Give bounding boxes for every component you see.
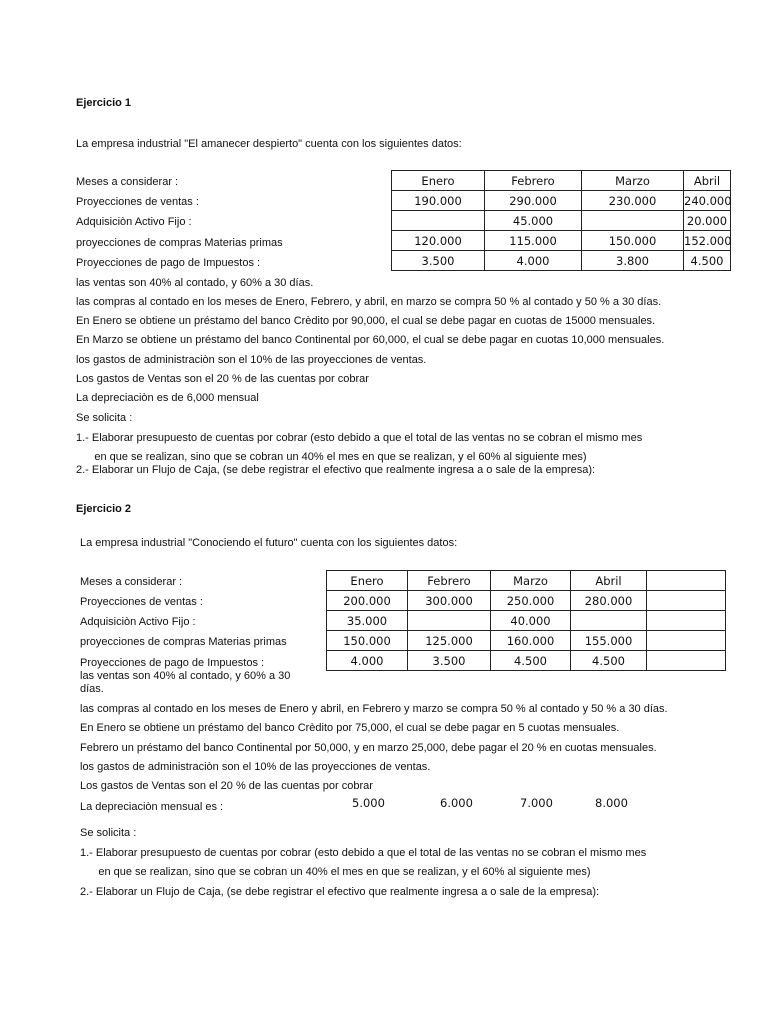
- ex2-heading: Ejercicio 2: [76, 503, 132, 515]
- table-row: [392, 191, 731, 211]
- ex2-text-line: En Enero se obtiene un préstamo del banco Crèdito por 75,000, el cual se debe pagar en 5 cuotas mensuales.: [80, 722, 620, 734]
- table-header-row: [392, 171, 731, 191]
- table-cell: 150.000: [582, 231, 684, 251]
- table-cell: 155.000: [571, 631, 647, 651]
- ex1-text-line: 2.- Elaborar un Flujo de Caja, (se debe registrar el efectivo que realmente ingresa a o sale de la empresa):: [76, 464, 596, 476]
- table-cell: 3.800: [582, 251, 684, 271]
- ex1-data-table: [391, 170, 731, 271]
- table-cell: 3.500: [408, 651, 491, 671]
- table-cell: 190.000: [392, 191, 485, 211]
- table-row: [392, 211, 731, 231]
- table-cell: 20.000: [684, 211, 731, 231]
- ex1-text-line: La depreciaciòn es de 6,000 mensual: [76, 392, 259, 404]
- ex1-label: Proyecciones de pago de Impuestos :: [76, 257, 261, 269]
- table-row: [327, 651, 726, 671]
- ex2-label: Proyecciones de pago de Impuestos :: [80, 657, 265, 669]
- table-cell: [647, 631, 726, 651]
- table-cell: 115.000: [485, 231, 582, 251]
- table-cell: 230.000: [582, 191, 684, 211]
- ex2-text-line: las ventas son 40% al contado, y 60% a 30: [80, 670, 291, 682]
- table-cell: 35.000: [327, 611, 408, 631]
- table-cell: 3.500: [392, 251, 485, 271]
- ex1-text-line: los gastos de administraciòn son el 10% de las proyecciones de ventas.: [76, 354, 427, 366]
- depreciation-value: 5.000: [352, 796, 385, 810]
- ex1-heading: Ejercicio 1: [76, 97, 132, 109]
- ex1-text-line: En Marzo se obtiene un préstamo del banco Continental por 60,000, el cual se debe pagar en cuotas 10,000 mensuales.: [76, 334, 665, 346]
- table-cell: 4.500: [571, 651, 647, 671]
- ex2-label: Meses a considerar :: [80, 576, 183, 588]
- table-cell: 4.500: [491, 651, 571, 671]
- depreciation-value: 7.000: [520, 796, 553, 810]
- ex1-text-line: Se solicita :: [76, 412, 133, 424]
- table-cell: 4.500: [684, 251, 731, 271]
- table-cell: [647, 591, 726, 611]
- table-cell: 125.000: [408, 631, 491, 651]
- month-header: Enero: [392, 171, 485, 191]
- month-header: Marzo: [491, 571, 571, 591]
- ex1-label: Meses a considerar :: [76, 176, 179, 188]
- month-header: [647, 571, 726, 591]
- ex2-text-line: 1.- Elaborar presupuesto de cuentas por cobrar (esto debido a que el total de las ventas no se cobran el mismo mes: [80, 847, 647, 859]
- table-cell: [408, 611, 491, 631]
- table-row: [327, 631, 726, 651]
- table-cell: 150.000: [327, 631, 408, 651]
- depreciation-value: 8.000: [595, 796, 628, 810]
- ex1-text-line: 1.- Elaborar presupuesto de cuentas por cobrar (esto debido a que el total de las ventas no se cobran el mismo mes: [76, 432, 643, 444]
- month-header: Marzo: [582, 171, 684, 191]
- table-cell: [571, 611, 647, 631]
- month-header: Enero: [327, 571, 408, 591]
- month-header: Abril: [571, 571, 647, 591]
- table-cell: [647, 611, 726, 631]
- month-header: Febrero: [485, 171, 582, 191]
- table-cell: 280.000: [571, 591, 647, 611]
- ex2-intro: La empresa industrial "Conociendo el futuro" cuenta con los siguientes datos:: [80, 537, 458, 549]
- ex1-text-line: las ventas son 40% al contado, y 60% a 30 días.: [76, 277, 314, 289]
- ex2-text-line: Los gastos de Ventas son el 20 % de las cuentas por cobrar: [80, 780, 373, 792]
- table-header-row: [327, 571, 726, 591]
- ex1-text-line: En Enero se obtiene un préstamo del banco Crèdito por 90,000, el cual se debe pagar en cuotas de 15000 mensuales.: [76, 315, 656, 327]
- table-cell: 300.000: [408, 591, 491, 611]
- ex1-text-line: las compras al contado en los meses de Enero, Febrero, y abril, en marzo se compra 50 % al contado y 50 % a 30 días.: [76, 296, 662, 308]
- table-cell: [647, 651, 726, 671]
- ex1-text-line: en que se realizan, sino que se cobran un 40% el mes en que se realizan, y el 60% al siguiente mes): [76, 451, 587, 463]
- ex2-text-line: los gastos de administraciòn son el 10% de las proyecciones de ventas.: [80, 761, 431, 773]
- ex2-text-line: días.: [80, 683, 104, 695]
- ex1-label: proyecciones de compras Materias primas: [76, 237, 283, 249]
- table-row: [392, 231, 731, 251]
- table-row: [392, 251, 731, 271]
- month-header: Abril: [684, 171, 731, 191]
- table-cell: 290.000: [485, 191, 582, 211]
- ex2-label: Adquisiciòn Activo Fijo :: [80, 616, 196, 628]
- ex2-text-line: Se solicita :: [80, 827, 137, 839]
- table-cell: 40.000: [491, 611, 571, 631]
- ex2-label: proyecciones de compras Materias primas: [80, 636, 287, 648]
- table-cell: 152.000: [684, 231, 731, 251]
- table-row: [327, 591, 726, 611]
- ex1-label: Proyecciones de ventas :: [76, 196, 199, 208]
- table-cell: 45.000: [485, 211, 582, 231]
- table-cell: 200.000: [327, 591, 408, 611]
- ex2-text-line: Febrero un préstamo del banco Continental por 50,000, y en marzo 25,000, debe pagar el 20 % en cuotas mensuales.: [80, 742, 657, 754]
- ex2-data-table: [326, 570, 726, 671]
- depreciation-value: 6.000: [440, 796, 473, 810]
- ex2-text-line: las compras al contado en los meses de Enero y abril, en Febrero y marzo se compra 50 % al contado y 50 % a 30 días.: [80, 703, 668, 715]
- table-cell: 240.000: [684, 191, 731, 211]
- table-cell: 4.000: [327, 651, 408, 671]
- ex1-intro: La empresa industrial "El amanecer despierto" cuenta con los siguientes datos:: [76, 138, 462, 150]
- ex2-text-line: 2.- Elaborar un Flujo de Caja, (se debe registrar el efectivo que realmente ingresa a o sale de la empresa):: [80, 886, 600, 898]
- ex1-text-line: Los gastos de Ventas son el 20 % de las cuentas por cobrar: [76, 373, 369, 385]
- table-cell: 250.000: [491, 591, 571, 611]
- table-cell: 120.000: [392, 231, 485, 251]
- table-cell: [392, 211, 485, 231]
- table-cell: [582, 211, 684, 231]
- table-cell: 160.000: [491, 631, 571, 651]
- ex2-text-line: en que se realizan, sino que se cobran un 40% el mes en que se realizan, y el 60% al siguiente mes): [80, 866, 591, 878]
- month-header: Febrero: [408, 571, 491, 591]
- ex2-depreciation-label: La depreciaciòn mensual es :: [80, 801, 224, 813]
- table-cell: 4.000: [485, 251, 582, 271]
- table-row: [327, 611, 726, 631]
- ex1-label: Adquisiciòn Activo Fijo :: [76, 216, 192, 228]
- ex2-label: Proyecciones de ventas :: [80, 596, 203, 608]
